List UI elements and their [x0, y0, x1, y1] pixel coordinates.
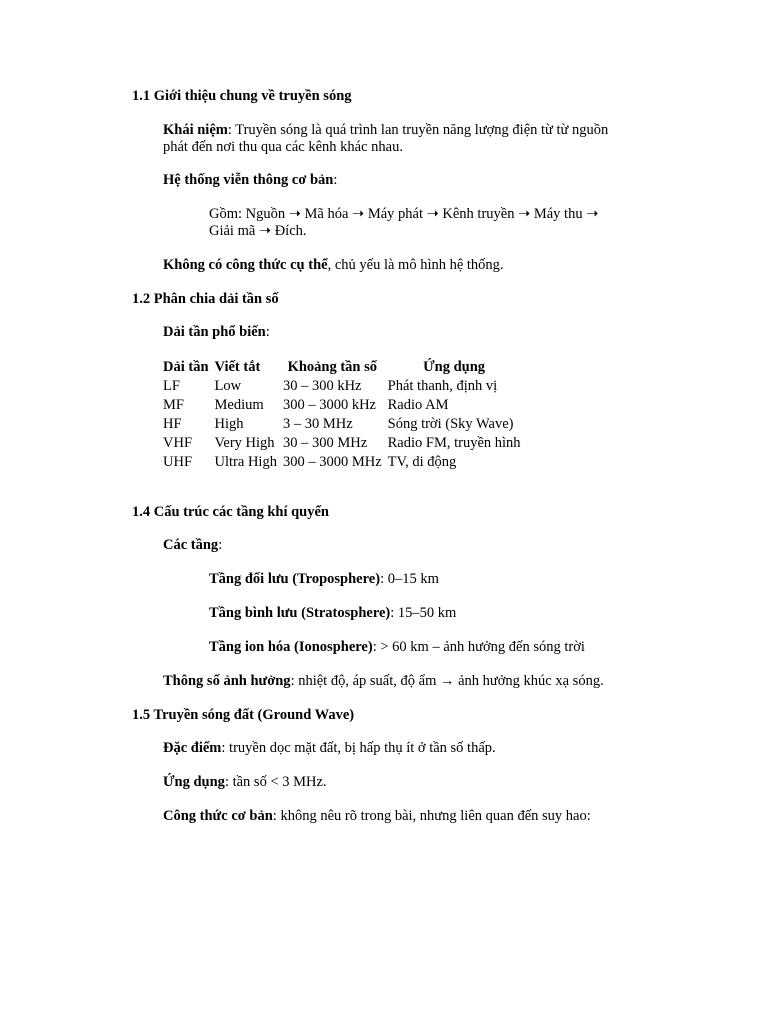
system-paragraph [163, 172, 337, 189]
table-cell: Low [214, 378, 242, 394]
layers-label: Các tầng [163, 537, 219, 553]
layer-desc: : > 60 km – ảnh hưởng đến sóng trời [372, 639, 585, 655]
system-chain-line-2: Giải mã ➝ Đích. [209, 223, 307, 239]
concept-text-line-2: phát đến nơi thu qua các kênh khác nhau. [163, 139, 403, 155]
feature-label: Đặc điểm [163, 740, 222, 756]
table-cell: LF [163, 378, 180, 394]
table-cell: 3 – 30 MHz [282, 416, 353, 432]
table-row [160, 415, 524, 434]
table-row [160, 377, 524, 396]
table-cell: 300 – 3000 MHz [282, 454, 382, 470]
layer-name: Tầng ion hóa (Ionosphere) [209, 639, 373, 655]
frequency-band-table [160, 358, 524, 472]
table-cell: TV, di động [387, 454, 457, 470]
layers-colon: : [218, 537, 223, 553]
table-cell: Radio FM, truyền hình [387, 435, 521, 451]
table-cell: Sóng trời (Sky Wave) [387, 416, 514, 432]
layer-item-ionosphere [209, 639, 585, 656]
system-colon: : [333, 172, 338, 188]
table-cell: HF [163, 416, 182, 432]
formula-paragraph [163, 808, 591, 825]
section-heading-1-2: 1.2 Phân chia dải tần số [132, 291, 279, 307]
feature-text: : truyền dọc mặt đất, bị hấp thụ ít ở tần số thấp. [221, 740, 496, 756]
section-heading-1-4: 1.4 Cấu trúc các tầng khí quyển [132, 504, 329, 520]
table-cell: High [214, 416, 244, 432]
bands-label: Dải tần phổ biến [163, 324, 266, 340]
table-cell: 300 – 3000 kHz [282, 397, 376, 413]
concept-text: : Truyền sóng là quá trình lan truyền năng lượng điện từ từ nguồn [227, 122, 609, 138]
section-heading-1-5: 1.5 Truyền sóng đất (Ground Wave) [132, 707, 355, 723]
concept-paragraph [163, 122, 608, 139]
table-cell: Very High [214, 435, 275, 451]
layers-paragraph [163, 537, 222, 554]
layer-item-stratosphere [209, 605, 456, 622]
table-cell: VHF [163, 435, 193, 451]
column-header: Viết tắt [214, 359, 261, 375]
layer-name: Tầng bình lưu (Stratosphere) [209, 605, 391, 621]
table-cell: Medium [214, 397, 264, 413]
column-header: Ứng dụng [423, 359, 486, 375]
table-row [160, 453, 524, 472]
column-header: Khoảng tần số [287, 359, 378, 375]
system-label: Hệ thống viễn thông cơ bản [163, 172, 334, 188]
no-formula-label: Không có công thức cụ thể [163, 257, 328, 273]
application-paragraph [163, 774, 327, 791]
column-header: Dải tần [163, 359, 209, 375]
table-row [160, 396, 524, 415]
feature-paragraph [163, 740, 496, 757]
table-cell: 30 – 300 kHz [282, 378, 362, 394]
no-formula-paragraph [163, 257, 504, 274]
bands-paragraph [163, 324, 270, 341]
table-row [160, 434, 524, 453]
no-formula-text: , chủ yếu là mô hình hệ thống. [327, 257, 504, 273]
application-text: : tần số < 3 MHz. [224, 774, 327, 790]
table-cell: 30 – 300 MHz [282, 435, 368, 451]
table-cell: Phát thanh, định vị [387, 378, 498, 394]
layer-name: Tầng đối lưu (Troposphere) [209, 571, 381, 587]
section-heading-1-1: 1.1 Giới thiệu chung về truyền sóng [132, 88, 352, 104]
bands-colon: : [265, 324, 270, 340]
layer-item-troposphere [209, 571, 439, 588]
system-chain-line-1: Gồm: Nguồn ➝ Mã hóa ➝ Máy phát ➝ Kênh truyền ➝ Máy thu ➝ [209, 206, 599, 222]
formula-text: : không nêu rõ trong bài, nhưng liên quan đến suy hao: [272, 808, 591, 824]
layer-desc: : 15–50 km [390, 605, 457, 621]
formula-label: Công thức cơ bản [163, 808, 273, 824]
params-text: : nhiệt độ, áp suất, độ ẩm → ảnh hưởng khúc xạ sóng. [290, 673, 604, 689]
table-cell: UHF [163, 454, 193, 470]
params-paragraph [163, 673, 604, 690]
concept-label: Khái niệm [163, 122, 228, 138]
table-cell: Radio AM [387, 397, 449, 413]
application-label: Ứng dụng [163, 774, 225, 790]
table-cell: MF [163, 397, 184, 413]
layer-desc: : 0–15 km [380, 571, 439, 587]
params-label: Thông số ảnh hưởng [163, 673, 291, 689]
table-header-row [160, 358, 524, 377]
table-cell: Ultra High [214, 454, 277, 470]
